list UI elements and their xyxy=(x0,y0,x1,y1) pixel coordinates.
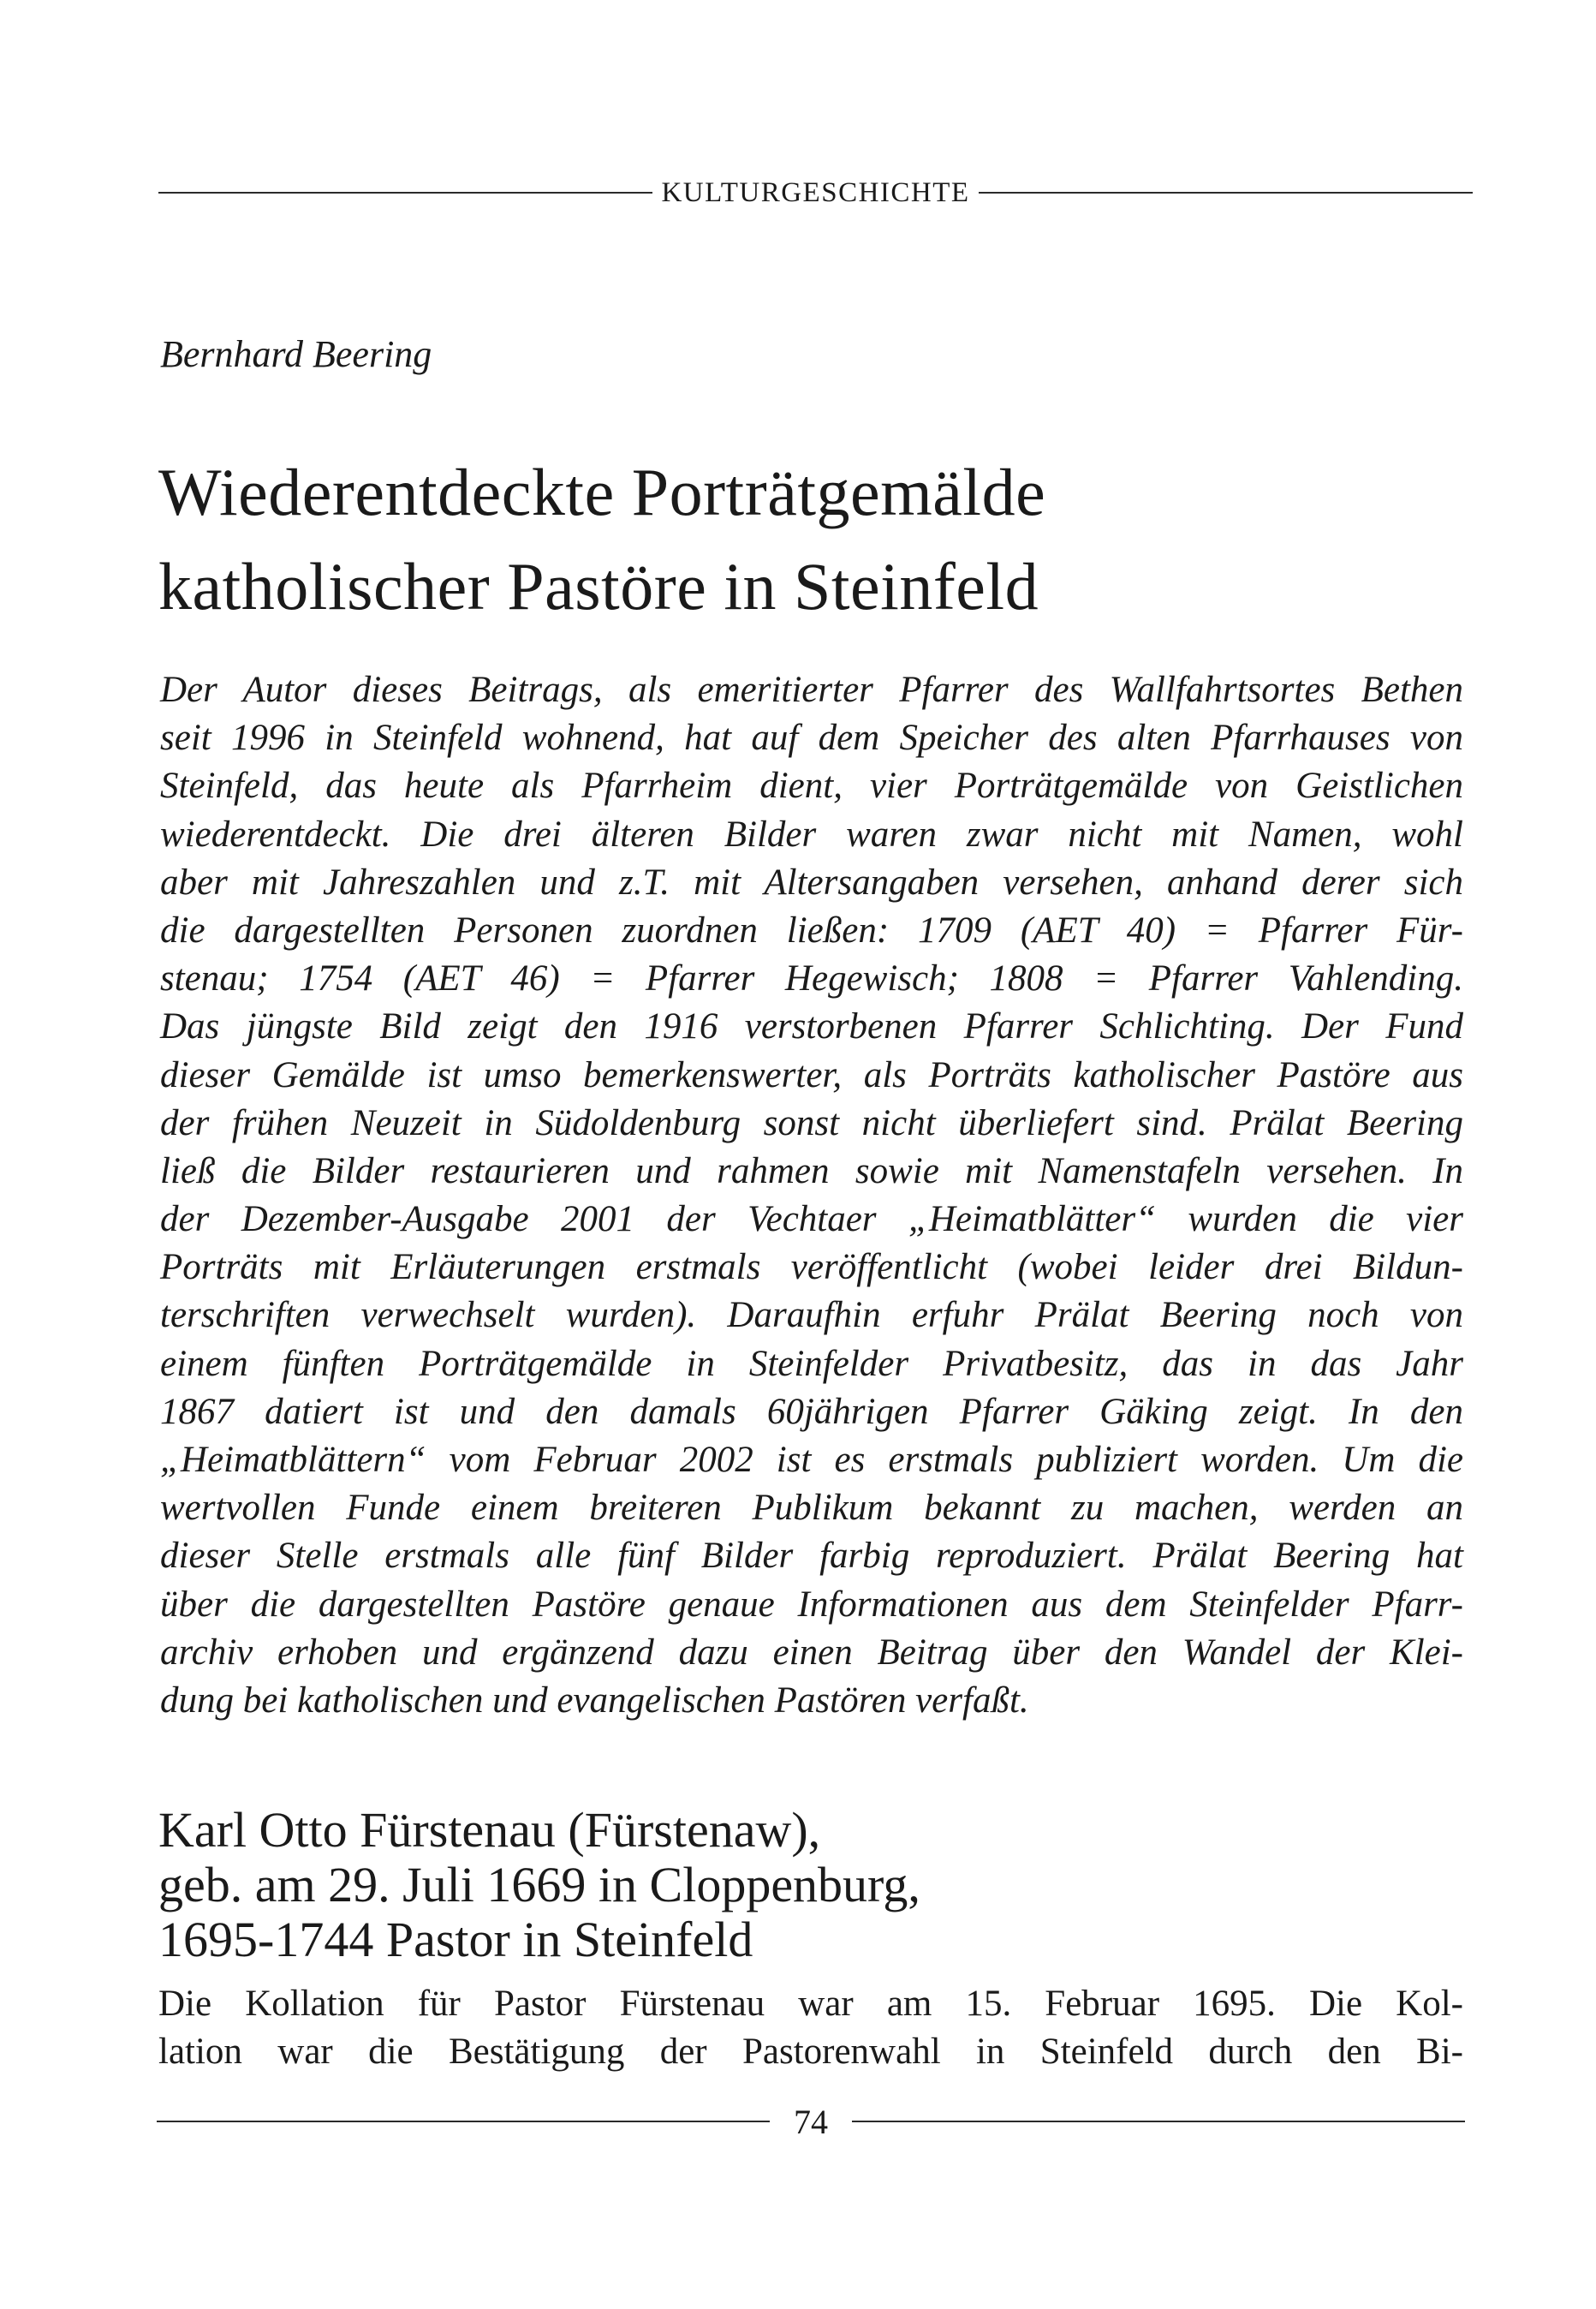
title-line: Wiederentdeckte Porträtgemälde xyxy=(158,455,1046,529)
abstract-line: der frühen Neuzeit in Südoldenburg sonst nicht überliefert sind. Prälat Beering xyxy=(160,1102,1463,1143)
section-label: KULTURGESCHICHTE xyxy=(661,176,970,208)
page-footer xyxy=(157,2098,1465,2145)
author-name: Bernhard Beering xyxy=(160,333,432,375)
section-heading-line: geb. am 29. Juli 1669 in Cloppenburg, xyxy=(158,1857,920,1912)
section-heading-line: Karl Otto Fürstenau (Fürstenaw), xyxy=(158,1802,821,1858)
article-title xyxy=(158,445,1494,634)
abstract-line: 1867 datiert ist und den damals 60jährigen Pfarrer Gäking zeigt. In den xyxy=(160,1391,1463,1432)
article-abstract xyxy=(160,666,1463,1725)
abstract-line: terschriften verwechselt wurden). Daraufhin erfuhr Prälat Beering noch von xyxy=(160,1295,1463,1336)
body-line: Die Kollation für Pastor Fürstenau war am 15. Februar 1695. Die Kol- xyxy=(158,1984,1463,2024)
abstract-line: dieser Stelle erstmals alle fünf Bilder farbig reproduziert. Prälat Beering hat xyxy=(160,1536,1463,1577)
running-header xyxy=(158,167,1473,218)
abstract-line: über die dargestellten Pastöre genaue Informationen aus dem Steinfelder Pfarr- xyxy=(160,1584,1463,1625)
page-number: 74 xyxy=(794,2102,828,2141)
section-heading-line: 1695-1744 Pastor in Steinfeld xyxy=(158,1912,753,1967)
footer-rule-left xyxy=(157,2121,770,2122)
abstract-line: seit 1996 in Steinfeld wohnend, hat auf dem Speicher des alten Pfarrhauses von xyxy=(160,718,1463,759)
abstract-line: dung bei katholischen und evangelischen Pastören verfaßt. xyxy=(160,1680,1029,1721)
abstract-line: der Dezember-Ausgabe 2001 der Vechtaer „Heimatblätter“ wurden die vier xyxy=(160,1199,1463,1240)
abstract-line: Steinfeld, das heute als Pfarrheim dient, vier Porträtgemälde von Geistlichen xyxy=(160,766,1463,807)
abstract-line: wiederentdeckt. Die drei älteren Bilder waren zwar nicht mit Namen, wohl xyxy=(160,814,1463,855)
header-rule-left xyxy=(158,192,652,194)
abstract-line: stenau; 1754 (AET 46) = Pfarrer Hegewisch; 1808 = Pfarrer Vahlending. xyxy=(160,958,1463,999)
title-line: katholischer Pastöre in Steinfeld xyxy=(158,549,1039,623)
abstract-line: die dargestellten Personen zuordnen ließen: 1709 (AET 40) = Pfarrer Für- xyxy=(160,910,1463,951)
abstract-line: ließ die Bilder restaurieren und rahmen sowie mit Namenstafeln versehen. In xyxy=(160,1150,1463,1191)
abstract-line: Der Autor dieses Beitrags, als emeritierter Pfarrer des Wallfahrtsortes Bethen xyxy=(160,670,1463,710)
body-paragraph xyxy=(158,1980,1463,2076)
abstract-line: aber mit Jahreszahlen und z.T. mit Altersangaben versehen, anhand derer sich xyxy=(160,862,1463,903)
abstract-line: „Heimatblättern“ vom Februar 2002 ist es erstmals publiziert worden. Um die xyxy=(160,1440,1463,1480)
abstract-line: archiv erhoben und ergänzend dazu einen Beitrag über den Wandel der Klei- xyxy=(160,1632,1463,1673)
footer-rule-right xyxy=(852,2121,1465,2122)
abstract-line: dieser Gemälde ist umso bemerkenswerter, als Porträts katholischer Pastöre aus xyxy=(160,1054,1463,1095)
header-rule-right xyxy=(979,192,1473,194)
section-heading xyxy=(158,1803,1494,1967)
body-line: lation war die Bestätigung der Pastorenwahl in Steinfeld durch den Bi- xyxy=(158,2032,1463,2072)
abstract-line: einem fünften Porträtgemälde in Steinfelder Privatbesitz, das in das Jahr xyxy=(160,1343,1463,1384)
abstract-line: Das jüngste Bild zeigt den 1916 verstorbenen Pfarrer Schlichting. Der Fund xyxy=(160,1006,1463,1047)
abstract-line: wertvollen Funde einem breiteren Publikum bekannt zu machen, werden an xyxy=(160,1488,1463,1529)
abstract-line: Porträts mit Erläuterungen erstmals veröffentlicht (wobei leider drei Bildun- xyxy=(160,1247,1463,1288)
